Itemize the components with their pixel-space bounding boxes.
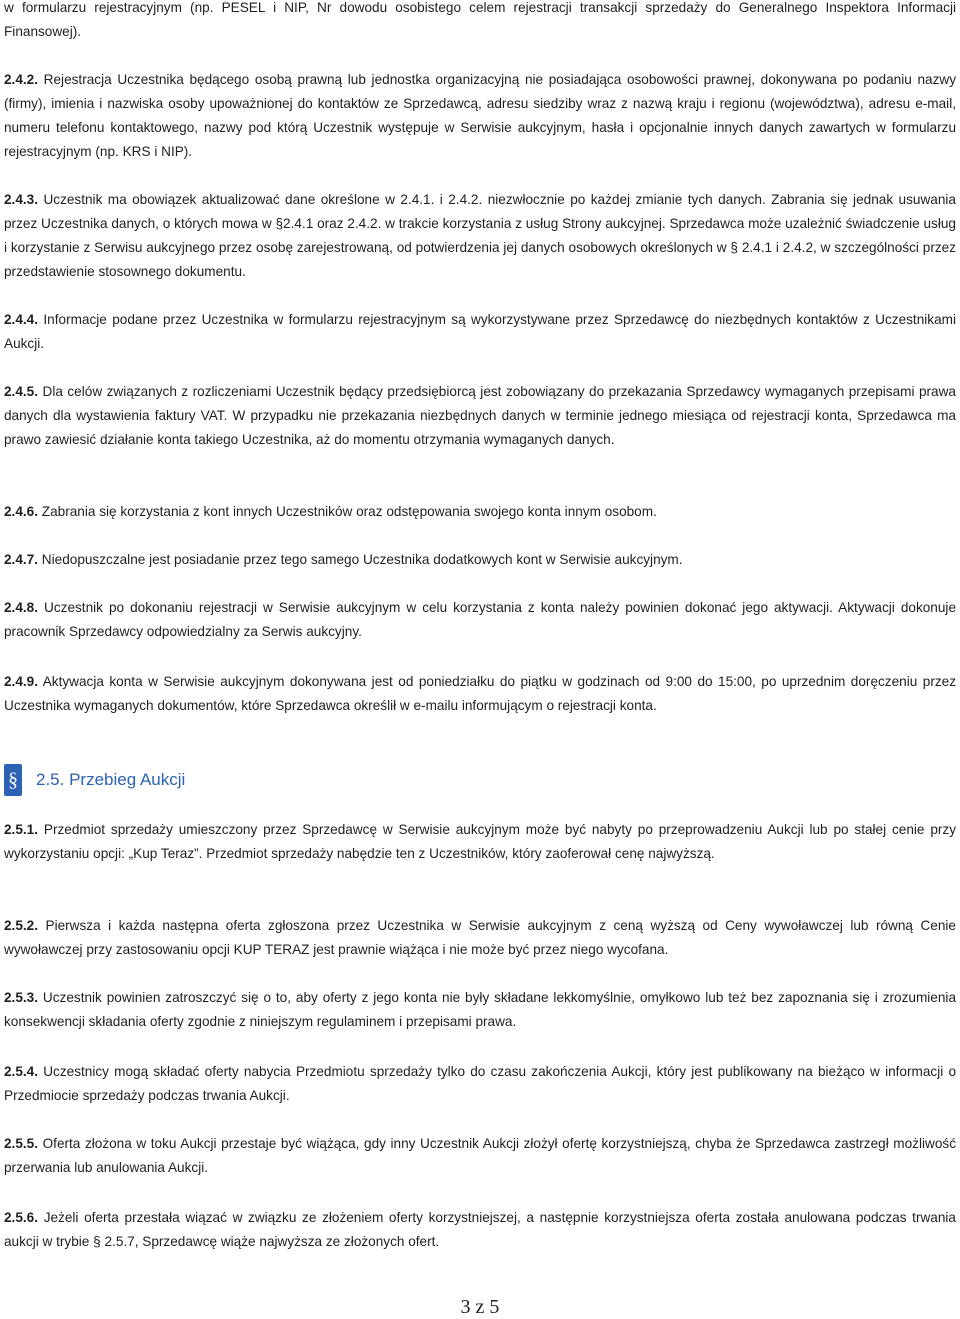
- paragraph-section-icon: [4, 764, 22, 796]
- paragraph-2-4-8: 2.4.8. Uczestnik po dokonaniu rejestracji w Serwisie aukcyjnym w celu korzystania z konta należy powinien dokonać jego aktywacji. Aktywacji dokonuje pracownik Sprzedawcy odpowiedzialny za Serwis aukcyjny.: [4, 600, 957, 639]
- paragraph-2-5-5: 2.5.5. Oferta złożona w toku Aukcji przestaje być wiążąca, gdy inny Uczestnik Aukcji złożył ofertę korzystniejszą, chyba że Sprzedawca zastrzegł możliwość przerwania lub anulowania Aukcji.: [4, 1136, 956, 1175]
- paragraph-number: 2.4.8.: [4, 600, 39, 615]
- section-title: 2.5. Przebieg Aukcji: [36, 770, 186, 789]
- paragraph-number: 2.4.5.: [4, 384, 39, 399]
- paragraph-number: 2.5.3.: [4, 990, 39, 1005]
- page-number: 3 z 5: [460, 1296, 500, 1318]
- paragraph-number: 2.5.6.: [4, 1210, 39, 1225]
- paragraph-number: 2.4.9.: [4, 674, 39, 689]
- paragraph-number: 2.5.5.: [4, 1136, 39, 1151]
- paragraph-number: 2.5.1.: [4, 822, 39, 837]
- paragraph-2-4-5: 2.4.5. Dla celów związanych z rozliczeniami Uczestnik będący przedsiębiorcą jest zobowiązany do przekazania Sprzedawcy wymaganych przepisami prawa danych dla wystawienia faktury VAT. W przypadku nie przekazania niezbędnych danych w terminie jednego miesiąca od rejestracji konta, Sprzedawca ma prawo zawiesić działanie konta takiego Uczestnika, aż do momentu otrzymania wymaganych danych.: [4, 384, 956, 447]
- paragraph-2-5-3: 2.5.3. Uczestnik powinien zatroszczyć się o to, aby oferty z jego konta nie były składane lekkomyślnie, omyłkowo lub też bez zapoznania się i zrozumienia konsekwencji składania oferty zgodnie z niniejszym regulaminem i przepisami prawa.: [4, 990, 956, 1029]
- paragraph-2-5-1: 2.5.1. Przedmiot sprzedaży umieszczony przez Sprzedawcę w Serwisie aukcyjnym może być nabyty po przeprowadzeniu Aukcji lub po stałej cenie przy wykorzystaniu opcji: „Kup Teraz”. Przedmiot sprzedaży nabędzie ten z Uczestników, który zaoferował cenę najwyższą.: [4, 822, 957, 861]
- paragraph-number: 2.4.7.: [4, 552, 39, 567]
- section-heading: [4, 764, 185, 796]
- paragraph-2-4-3: 2.4.3. Uczestnik ma obowiązek aktualizować dane określone w 2.4.1. i 2.4.2. niezwłocznie po każdej zmianie tych danych. Zabrania się jednak usuwania przez Uczestnika danych, o których mowa w §2.4.1 oraz 2.4.2. w trakcie korzystania z usług Strony aukcyjnej. Sprzedawca może uzależnić świadczenie usług i korzystanie z Serwisu aukcyjnego przez osobę zarejestrowaną, od potwierdzenia jej danych osobowych określonych w § 2.4.1 i 2.4.2, w szczególności przez przedstawienie stosownego dokumentu.: [4, 192, 956, 279]
- paragraph-2-4-9: 2.4.9. Aktywacja konta w Serwisie aukcyjnym dokonywana jest od poniedziałku do piątku w godzinach od 9:00 do 15:00, po uprzednim doręczeniu przez Uczestnika wymaganych dokumentów, które Sprzedawca określił w e-mailu informującym o rejestracji konta.: [4, 674, 956, 713]
- paragraph-2-5-4: 2.5.4. Uczestnicy mogą składać oferty nabycia Przedmiotu sprzedaży tylko do czasu zakończenia Aukcji, który jest publikowany na bieżąco w informacji o Przedmiocie sprzedaży podczas trwania Aukcji.: [4, 1064, 956, 1103]
- paragraph-number: 2.5.2.: [4, 918, 39, 933]
- paragraph-2-4-4: 2.4.4. Informacje podane przez Uczestnika w formularzu rejestracyjnym są wykorzystywane przez Sprzedawcę do niezbędnych kontaktów z Uczestnikami Aukcji.: [4, 312, 956, 351]
- paragraph-2-4-6: 2.4.6. Zabrania się korzystania z kont innych Uczestników oraz odstępowania swojego konta innym osobom.: [4, 504, 657, 519]
- paragraph-number: 2.4.3.: [4, 192, 39, 207]
- paragraph-2-5-6: 2.5.6. Jeżeli oferta przestała wiązać w związku ze złożeniem oferty korzystniejszej, a następnie korzystniejsza oferta została anulowana podczas trwania aukcji w trybie § 2.5.7, Sprzedawcę wiąże najwyższa ze złożonych ofert.: [4, 1210, 956, 1249]
- paragraph-number: 2.4.6.: [4, 504, 39, 519]
- paragraph-number: 2.4.4.: [4, 312, 39, 327]
- svg-text:§: §: [8, 769, 18, 791]
- paragraph-2-4-7: 2.4.7. Niedopuszczalne jest posiadanie przez tego samego Uczestnika dodatkowych kont w Serwisie aukcyjnym.: [4, 552, 683, 567]
- paragraph-2-4-2: 2.4.2. Rejestracja Uczestnika będącego osobą prawną lub jednostka organizacyjną nie posiadająca osobowości prawnej, dokonywana po podaniu nazwy (firmy), imienia i nazwiska osoby upoważnionej do kontaktów ze Sprzedawcą, adresu siedziby wraz z nazwą kraju i regionu (województwa), adresu e-mail, numeru telefonu kontaktowego, nazwy pod którą Uczestnik występuje w Serwisie aukcyjnym, hasła i opcjonalnie innych danych zawartych w formularzu rejestracyjnym (np. KRS i NIP).: [4, 72, 956, 159]
- paragraph-continuation: w formularzu rejestracyjnym (np. PESEL i NIP, Nr dowodu osobistego celem rejestracji transakcji sprzedaży do Generalnego Inspektora Informacji Finansowej).: [4, 0, 956, 39]
- paragraph-number: 2.5.4.: [4, 1064, 39, 1079]
- paragraph-2-5-2: 2.5.2. Pierwsza i każda następna oferta zgłoszona przez Uczestnika w Serwisie aukcyjnym z ceną wyższą od Ceny wywoławczej lub równą Cenie wywoławczej przy zastosowaniu opcji KUP TERAZ jest prawnie wiążąca i nie może być przez niego wycofana.: [4, 918, 956, 957]
- page-footer: [0, 1296, 960, 1319]
- paragraph-number: 2.4.2.: [4, 72, 39, 87]
